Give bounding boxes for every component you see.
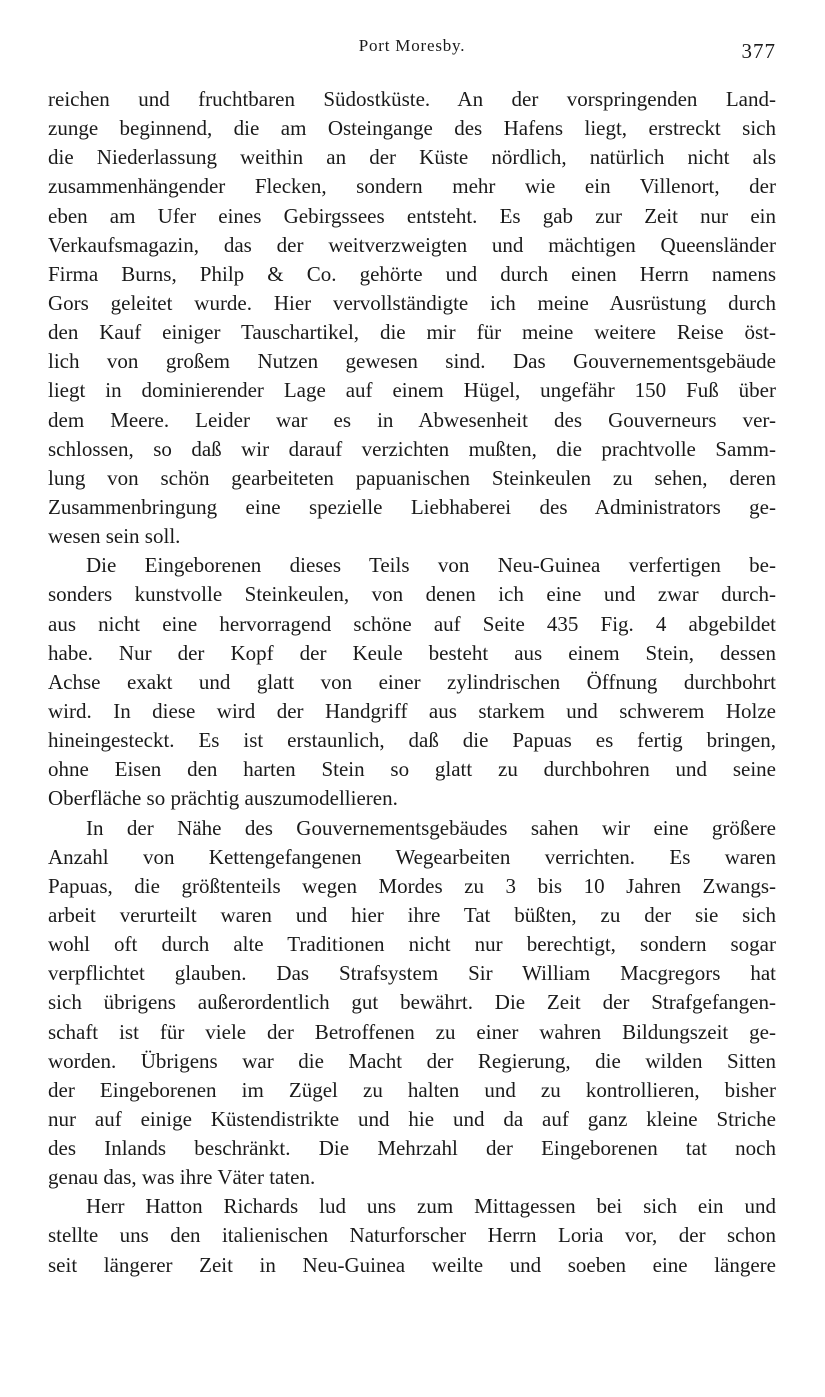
text-line: Gors geleitet wurde. Hier vervollständigte ich meine Ausrüstung durch	[48, 290, 776, 315]
text-line: sich übrigens außerordentlich gut bewährt. Die Zeit der Strafgefangen-	[48, 990, 776, 1015]
text-line: zusammenhängender Flecken, sondern mehr wie ein Villenort, der	[48, 174, 776, 199]
text-line: Herr Hatton Richards lud uns zum Mittagessen bei sich ein und	[86, 1194, 776, 1219]
paragraph	[48, 814, 776, 1193]
text-line: Papuas, die größtenteils wegen Mordes zu 3 bis 10 Jahren Zwangs-	[48, 873, 776, 898]
text-line: hineingesteckt. Es ist erstaunlich, daß die Papuas es fertig bringen,	[48, 728, 776, 753]
text-line: dem Meere. Leider war es in Abwesenheit des Gouverneurs ver-	[48, 407, 776, 432]
text-line: liegt in dominierender Lage auf einem Hügel, ungefähr 150 Fuß über	[48, 378, 776, 403]
text-line: den Kauf einiger Tauschartikel, die mir für meine weitere Reise öst-	[48, 320, 776, 345]
text-line: verpflichtet glauben. Das Strafsystem Sir William Macgregors hat	[48, 961, 776, 986]
text-line: die Niederlassung weithin an der Küste nördlich, natürlich nicht als	[48, 145, 776, 170]
text-line: stellte uns den italienischen Naturforscher Herrn Loria vor, der schon	[48, 1223, 776, 1248]
text-line: genau das, was ihre Väter taten.	[48, 1165, 316, 1190]
text-line: Zusammenbringung eine spezielle Liebhaberei des Administrators ge-	[48, 494, 776, 519]
text-line: wesen sein soll.	[48, 524, 181, 549]
text-line: Firma Burns, Philp & Co. gehörte und durch einen Herrn namens	[48, 261, 776, 286]
text-line: der Eingeborenen im Zügel zu halten und zu kontrollieren, bisher	[48, 1077, 776, 1102]
text-line: ohne Eisen den harten Stein so glatt zu durchbohren und seine	[48, 757, 776, 782]
text-line: worden. Übrigens war die Macht der Regierung, die wilden Sitten	[48, 1048, 776, 1073]
text-line: Oberfläche so prächtig auszumodellieren.	[48, 786, 398, 811]
text-line: sonders kunstvolle Steinkeulen, von denen ich eine und zwar durch-	[48, 582, 776, 607]
text-line: des Inlands beschränkt. Die Mehrzahl der Eingeborenen tat noch	[48, 1136, 776, 1161]
running-title: Port Moresby.	[358, 36, 466, 55]
text-line: Die Eingeborenen dieses Teils von Neu-Guinea verfertigen be-	[86, 553, 776, 578]
text-line: nur auf einige Küstendistrikte und hie und da auf ganz kleine Striche	[48, 1106, 776, 1131]
running-head	[48, 36, 776, 66]
paragraph	[48, 551, 776, 813]
text-line: zunge beginnend, die am Osteingange des Hafens liegt, erstreckt sich	[48, 116, 776, 141]
text-line: schlossen, so daß wir darauf verzichten mußten, die prachtvolle Samm-	[48, 436, 776, 461]
paragraph	[48, 1192, 776, 1279]
text-line: aus nicht eine hervorragend schöne auf Seite 435 Fig. 4 abgebildet	[48, 611, 776, 636]
text-line: wird. In diese wird der Handgriff aus starkem und schwerem Holze	[48, 698, 776, 723]
text-line: seit längerer Zeit in Neu-Guinea weilte und soeben eine längere	[48, 1252, 776, 1277]
paragraph	[48, 85, 776, 551]
text-line: In der Nähe des Gouvernementsgebäudes sahen wir eine größere	[86, 815, 776, 840]
body-text	[48, 85, 776, 1280]
text-line: eben am Ufer eines Gebirgssees entsteht. Es gab zur Zeit nur ein	[48, 203, 776, 228]
text-line: Achse exakt und glatt von einer zylindrischen Öffnung durchbohrt	[48, 669, 776, 694]
text-line: Anzahl von Kettengefangenen Wegearbeiten verrichten. Es waren	[48, 844, 776, 869]
text-line: schaft ist für viele der Betroffenen zu einer wahren Bildungszeit ge-	[48, 1019, 776, 1044]
text-line: lich von großem Nutzen gewesen sind. Das Gouvernementsgebäude	[48, 349, 776, 374]
text-line: arbeit verurteilt waren und hier ihre Tat büßten, zu der sie sich	[48, 902, 776, 927]
text-line: habe. Nur der Kopf der Keule besteht aus einem Stein, dessen	[48, 640, 776, 665]
text-line: lung von schön gearbeiteten papuanischen Steinkeulen zu sehen, deren	[48, 465, 776, 490]
text-line: reichen und fruchtbaren Südostküste. An der vorspringenden Land-	[48, 87, 776, 111]
text-line: Verkaufsmagazin, das der weitverzweigten und mächtigen Queensländer	[48, 232, 776, 257]
page-number: 377	[741, 39, 776, 63]
text-line: wohl oft durch alte Traditionen nicht nur berechtigt, sondern sogar	[48, 932, 776, 957]
